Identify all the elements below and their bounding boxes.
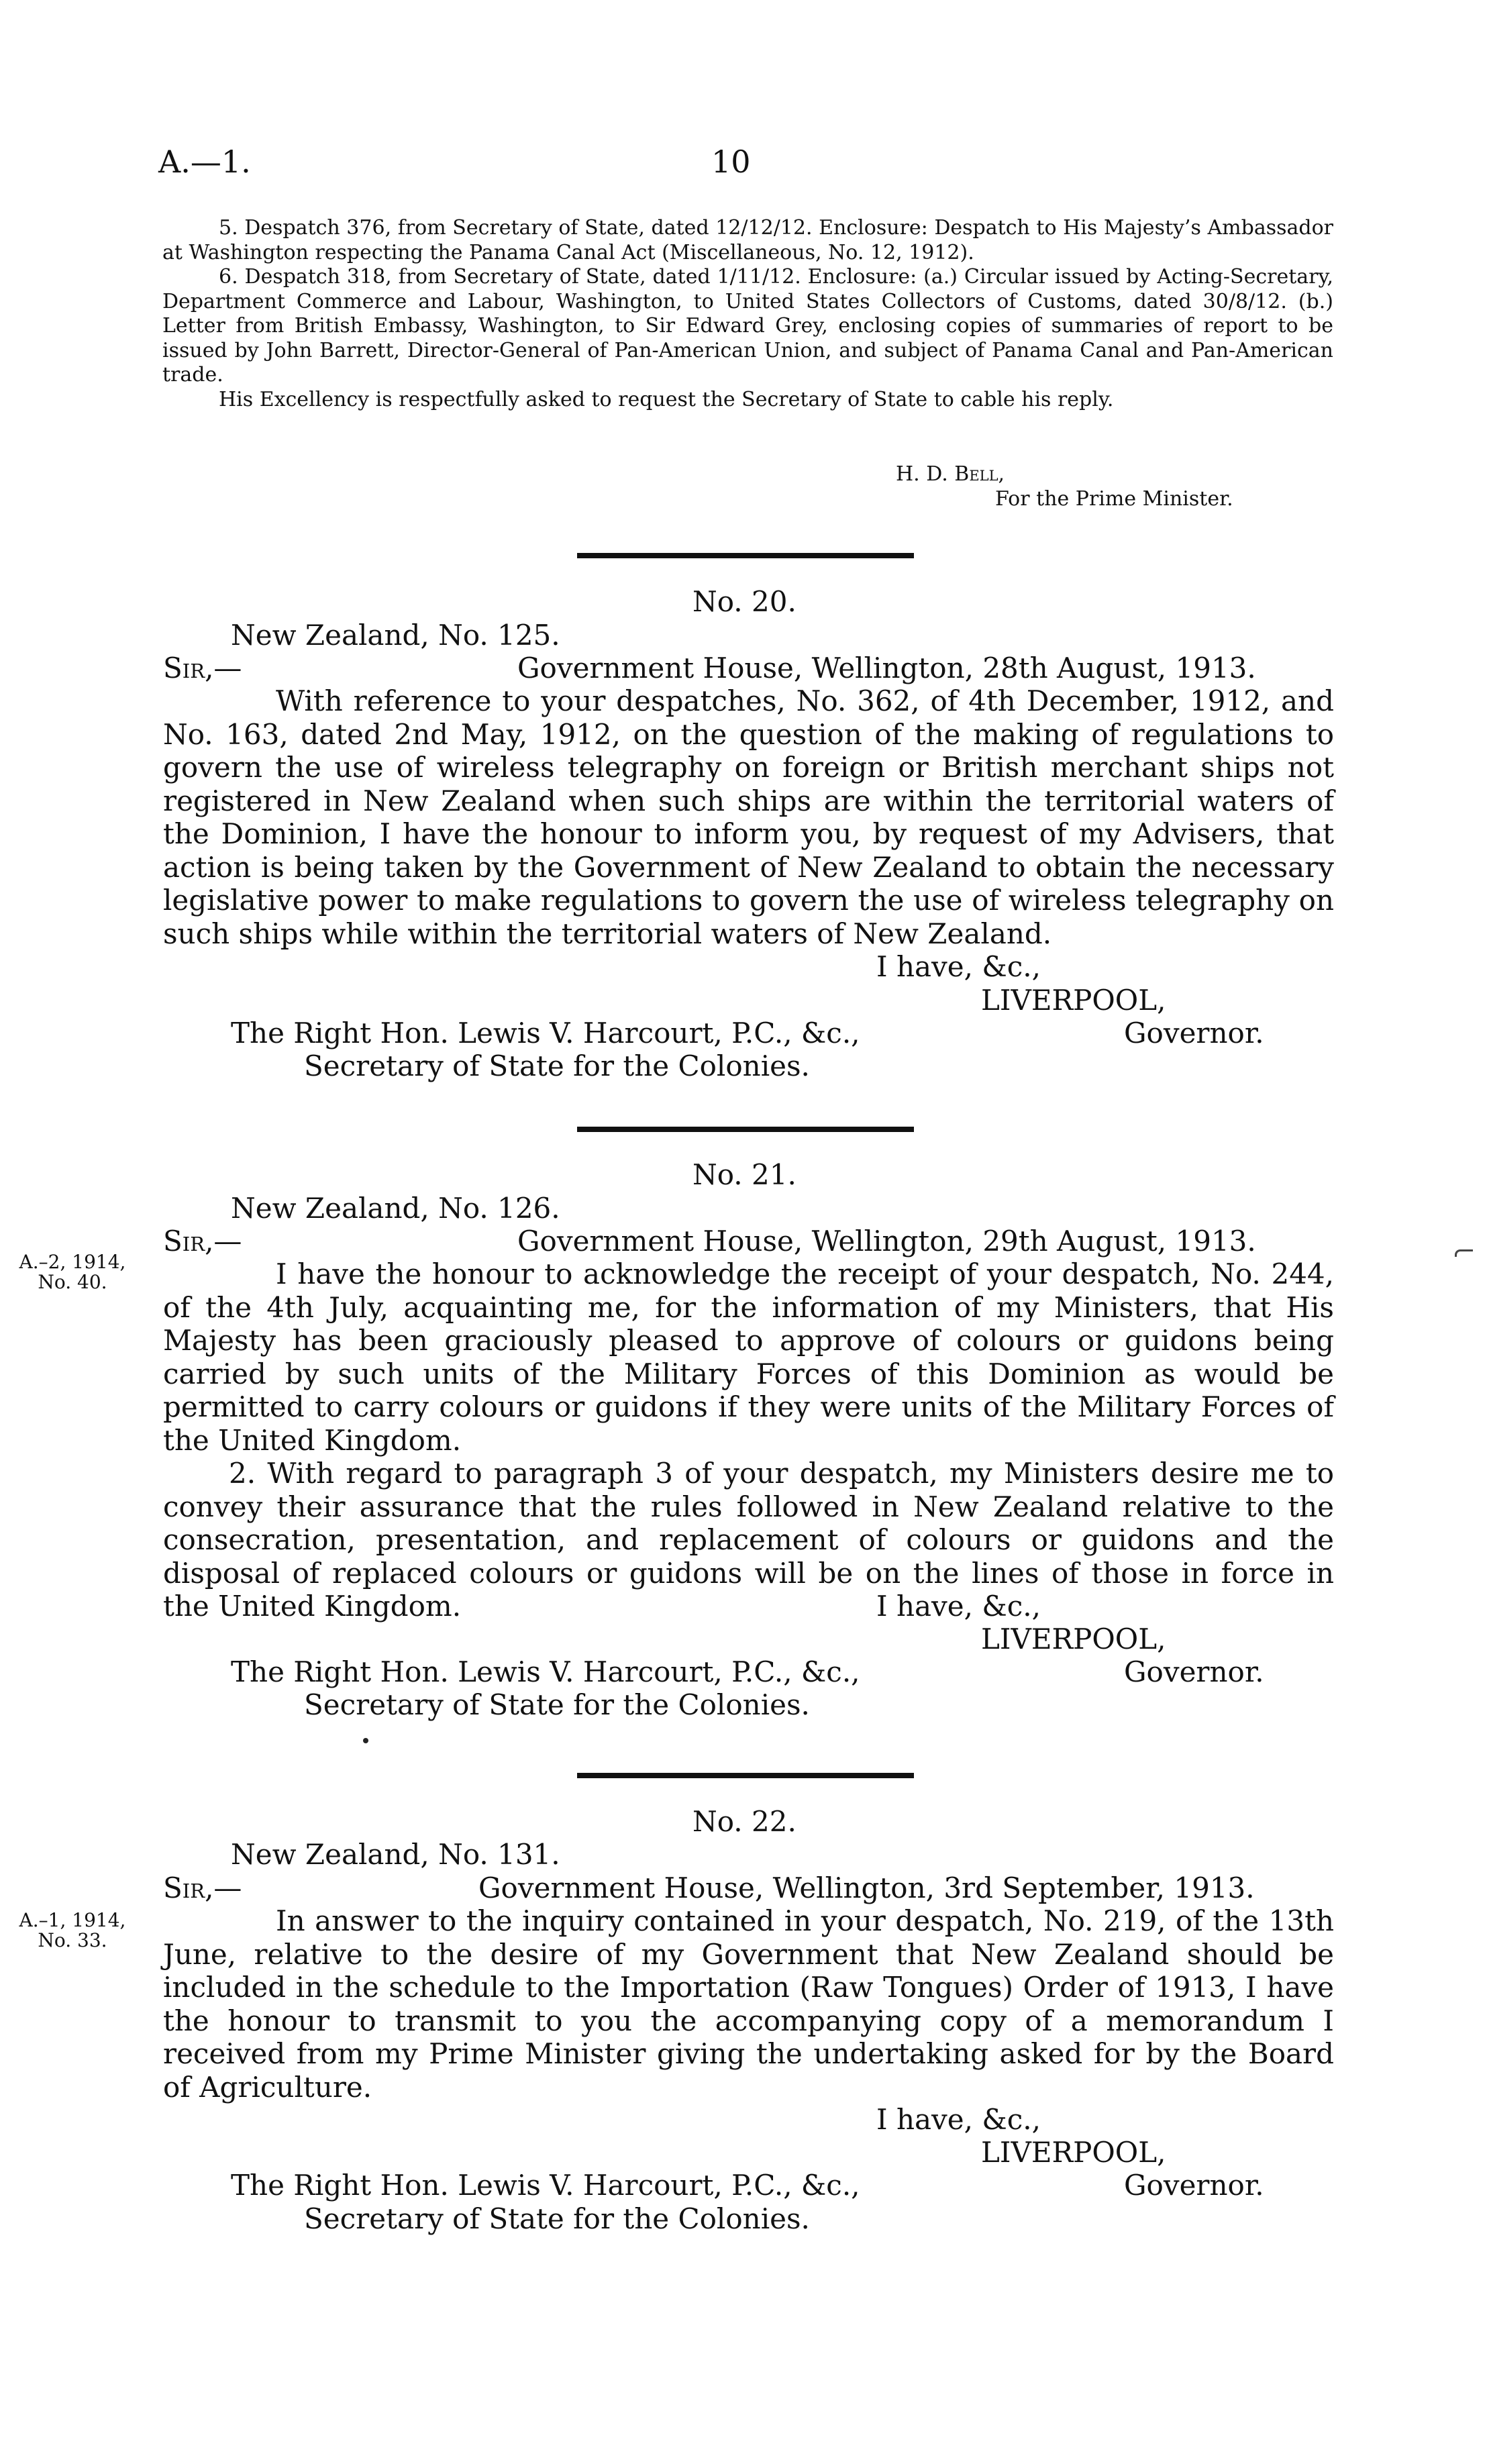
intro-item-5: 5. Despatch 376, from Secretary of State, dated 12/12/12. Enclosure: Despatch to His Majesty’s Ambassador at Washington respecting the Panama Canal Act (Miscellaneous, No. 12, 1912).: [162, 216, 1333, 264]
letter-body: [163, 1904, 1334, 2104]
despatch-reference: New Zealand, No. 126.: [231, 1192, 560, 1225]
addressee-title: Secretary of State for the Colonies.: [304, 1049, 810, 1082]
letter-body: [163, 1257, 1334, 1623]
document-number: No. 21.: [692, 1158, 797, 1191]
intro-signer: H. D. Bell,: [896, 462, 1005, 486]
section-divider: [577, 1773, 914, 1778]
despatch-reference: New Zealand, No. 125.: [231, 619, 560, 652]
signature-title: Governor.: [1124, 1655, 1264, 1688]
addressee-title: Secretary of State for the Colonies.: [304, 2202, 810, 2235]
closing: I have, &c.,: [870, 1590, 1041, 1623]
signature: LIVERPOOL,: [981, 1623, 1166, 1655]
addressee: The Right Hon. Lewis V. Harcourt, P.C., &c.,: [231, 1017, 860, 1049]
addressee: The Right Hon. Lewis V. Harcourt, P.C., &c.,: [231, 2169, 860, 2202]
page-number: 10: [711, 144, 751, 180]
margin-note: A.–2, 1914, No. 40.: [19, 1251, 126, 1293]
despatch-reference: New Zealand, No. 131.: [231, 1838, 560, 1871]
letter-paragraph: In answer to the inquiry contained in your despatch, No. 219, of the 13th June, relative to the desire of my Government that New Zealand should be included in the schedule to the Importation (Raw Tongues) Order of 1913, I have the honour to transmit to you the accompanying copy of a memorandum I received from my Prime Minister giving the undertaking asked for by the Board of Agriculture.: [163, 1904, 1334, 2104]
sender-address: Government House, Wellington, 28th August, 1913.: [517, 652, 1256, 684]
letter-paragraph: 2. With regard to paragraph 3 of your despatch, my Ministers desire me to convey their assurance that the rules followed in New Zealand relative to the consecration, presentation, and replacement of colours or guidons and the disposal of replaced colours or guidons will be on the lines of those in force in the United Kingdom.: [163, 1457, 1334, 1623]
signature: LIVERPOOL,: [981, 2136, 1166, 2169]
document-number: No. 22.: [692, 1805, 797, 1838]
margin-note: A.–1, 1914, No. 33.: [19, 1909, 126, 1951]
sender-address: Government House, Wellington, 29th August, 1913.: [517, 1225, 1256, 1257]
intro-block: [162, 216, 1333, 412]
closing: I have, &c.,: [870, 2103, 1041, 2137]
signature-title: Governor.: [1124, 1017, 1264, 1049]
sender-address: Government House, Wellington, 3rd September, 1913.: [478, 1871, 1255, 1904]
intro-item-6: 6. Despatch 318, from Secretary of State, dated 1/11/12. Enclosure: (a.) Circular issued by Acting-Secretary, Department Commerce and Labour, Washington, to United States Collectors of Customs, dated 30/8/12. (b.) Letter from British Embassy, Washington, to Sir Edward Grey, enclosing copies of summaries of report to be issued by John Barrett, Director-General of Pan-American Union, and subject of Panama Canal and Pan-American trade.: [162, 265, 1333, 387]
salutation: Sir,—: [163, 1225, 242, 1257]
section-divider: [577, 1127, 914, 1132]
intro-signer-title: For the Prime Minister.: [995, 487, 1233, 511]
closing: I have, &c.,: [870, 950, 1041, 984]
ink-dot: [363, 1738, 368, 1743]
addressee-title: Secretary of State for the Colonies.: [304, 1688, 810, 1721]
salutation: Sir,—: [163, 1871, 242, 1904]
salutation: Sir,—: [163, 652, 242, 684]
document-reference: A.—1.: [158, 144, 251, 180]
margin-mark: [1455, 1249, 1473, 1257]
letter-paragraph: With reference to your despatches, No. 362, of 4th December, 1912, and No. 163, dated 2nd May, 1912, on the question of the making of regulations to govern the use of wireless telegraphy on foreign or British merchant ships not registered in New Zealand when such ships are within the territorial waters of the Dominion, I have the honour to inform you, by request of my Advisers, that action is being taken by the Government of New Zealand to obtain the necessary legislative power to make regulations to govern the use of wireless telegraphy on such ships while within the territorial waters of New Zealand.: [163, 684, 1334, 950]
signature-title: Governor.: [1124, 2169, 1264, 2202]
intro-request: His Excellency is respectfully asked to request the Secretary of State to cable his reply.: [219, 387, 1114, 411]
letter-body: [163, 684, 1334, 950]
document-number: No. 20.: [692, 585, 797, 618]
addressee: The Right Hon. Lewis V. Harcourt, P.C., &c.,: [231, 1655, 860, 1688]
letter-paragraph: I have the honour to acknowledge the receipt of your despatch, No. 244, of the 4th July, acquainting me, for the information of my Ministers, that His Majesty has been graciously pleased to approve of colours or guidons being carried by such units of the Military Forces of this Dominion as would be permitted to carry colours or guidons if they were units of the Military Forces of the United Kingdom.: [163, 1257, 1334, 1457]
section-divider: [577, 553, 914, 558]
signature: LIVERPOOL,: [981, 984, 1166, 1017]
